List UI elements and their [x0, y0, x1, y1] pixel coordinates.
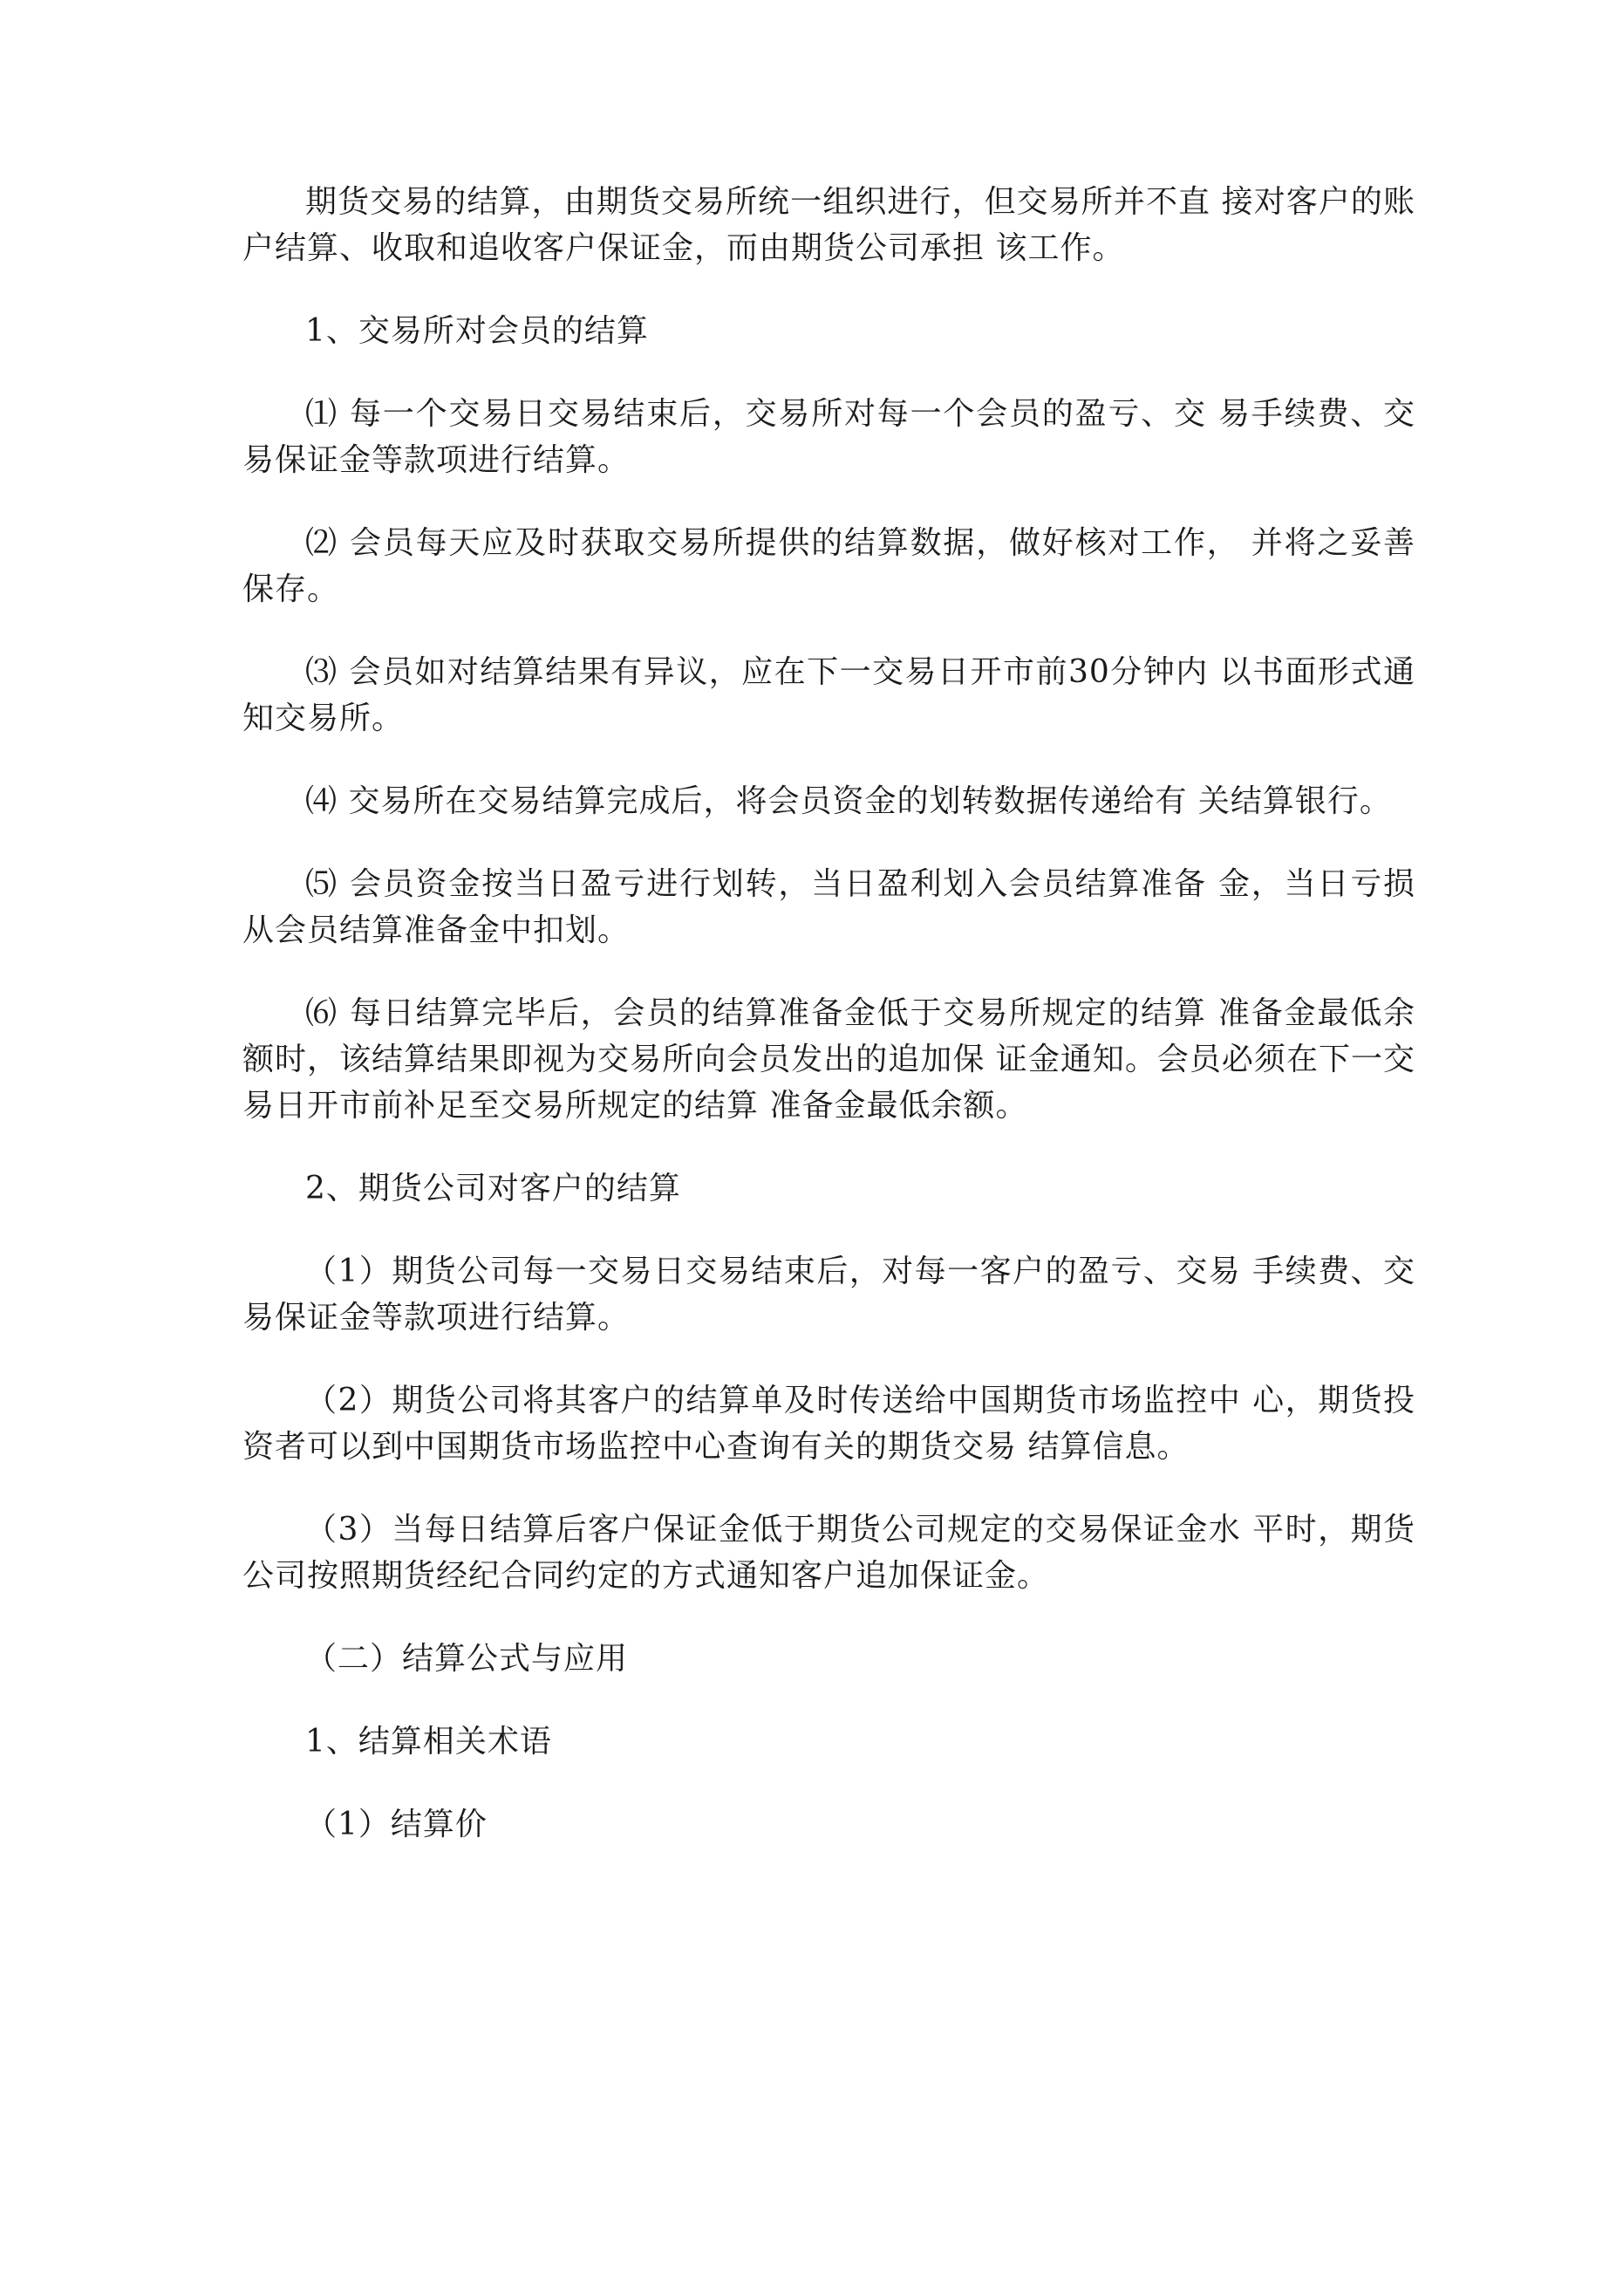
heading-exchange-settlement: 1、交易所对会员的结算 — [305, 313, 649, 349]
paragraph-item-1: ⑴ 每一个交易日交易结束后，交易所对每一个会员的盈亏、交 易手续费、交易保证金等款项进行结算。 — [242, 396, 1415, 478]
paragraph-item-6: ⑹ 每日结算完毕后，会员的结算准备金低于交易所规定的结算 准备金最低余额时，该结算结果即视为交易所向会员发出的追加保 证金通知。会员必须在下一交易日开市前补足至交易所规定的结算 准备金最低余额。 — [242, 995, 1415, 1124]
paragraph-broker-item-3: （3）当每日结算后客户保证金低于期货公司规定的交易保证金水 平时，期货公司按照期货经纪合同约定的方式通知客户追加保证金。 — [242, 1512, 1415, 1594]
paragraph-item-2: ⑵ 会员每天应及时获取交易所提供的结算数据，做好核对工作， 并将之妥善保存。 — [242, 525, 1415, 607]
paragraph-broker-item-2: （2）期货公司将其客户的结算单及时传送给中国期货市场监控中 心，期货投资者可以到中国期货市场监控中心查询有关的期货交易 结算信息。 — [242, 1383, 1415, 1465]
heading-settlement-terms: 1、结算相关术语 — [305, 1724, 552, 1760]
paragraph-item-4: ⑷ 交易所在交易结算完成后，将会员资金的划转数据传递给有 关结算银行。 — [305, 783, 1392, 819]
paragraph-item-3: ⑶ 会员如对结算结果有异议，应在下一交易日开市前30分钟内 以书面形式通知交易所。 — [242, 654, 1415, 736]
heading-formula-application: （二）结算公式与应用 — [305, 1641, 629, 1677]
document-body — [242, 179, 1415, 1884]
paragraph-broker-item-1: （1）期货公司每一交易日交易结束后，对每一客户的盈亏、交易 手续费、交易保证金等款项进行结算。 — [242, 1254, 1415, 1336]
heading-broker-settlement: 2、期货公司对客户的结算 — [305, 1171, 681, 1206]
paragraph-intro: 期货交易的结算，由期货交易所统一组织进行，但交易所并不直 接对客户的账户结算、收取和追收客户保证金，而由期货公司承担 该工作。 — [242, 184, 1415, 266]
heading-settlement-price: （1）结算价 — [305, 1807, 488, 1842]
paragraph-item-5: ⑸ 会员资金按当日盈亏进行划转，当日盈利划入会员结算准备 金，当日亏损从会员结算准备金中扣划。 — [242, 866, 1415, 948]
